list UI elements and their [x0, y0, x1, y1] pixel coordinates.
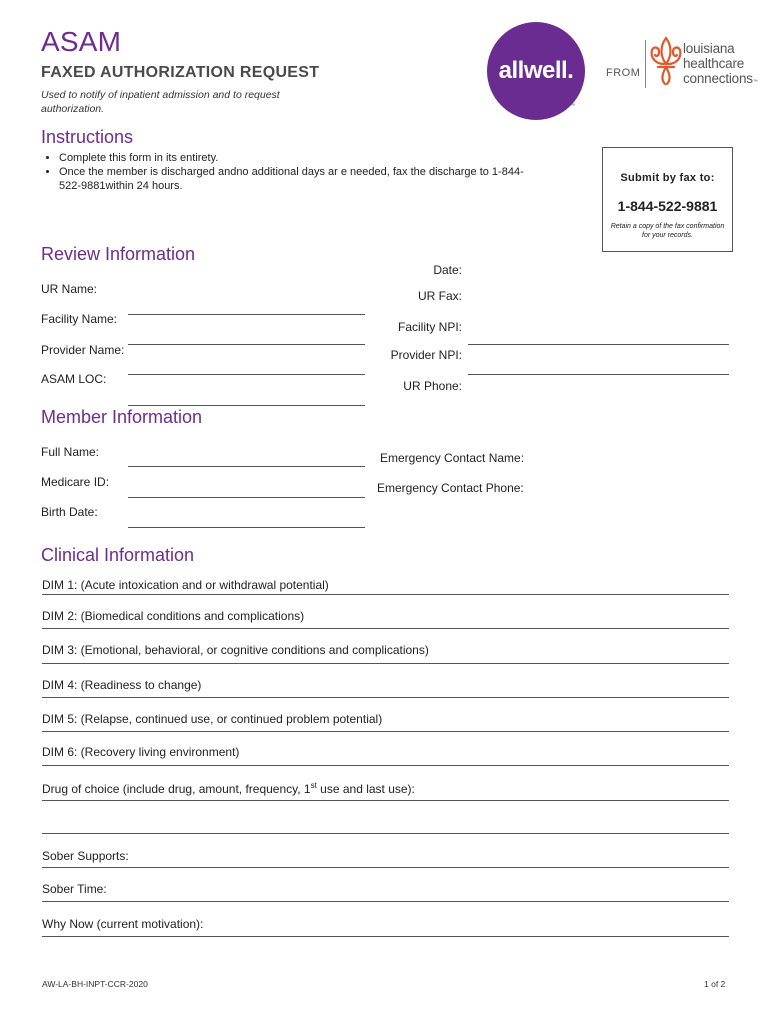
date-label: Date:: [433, 263, 462, 277]
lhc-logo-text: [683, 41, 758, 90]
form-code: AW-LA-BH-INPT-CCR-2020: [42, 979, 148, 989]
full-name-label: Full Name:: [41, 445, 100, 459]
provider-name-label: Provider Name:: [41, 343, 125, 357]
full-name-field[interactable]: [128, 466, 365, 467]
asam-loc-field[interactable]: [128, 374, 365, 375]
member-heading: Member Information: [41, 407, 203, 427]
allwell-trademark: ™: [570, 103, 575, 109]
drug-label-sup: st: [310, 781, 317, 790]
birth-date-label: Birth Date:: [41, 505, 98, 519]
dim-6-field[interactable]: [42, 765, 729, 766]
why-now-field[interactable]: [42, 936, 729, 937]
form-subtitle: FAXED AUTHORIZATION REQUEST: [41, 64, 320, 81]
birth-date-field[interactable]: [128, 527, 365, 528]
facility-name-field[interactable]: [128, 314, 365, 315]
sober-time-label: Sober Time:: [42, 882, 107, 896]
drug-of-choice-field-2[interactable]: [42, 833, 729, 834]
fax-number: 1-844-522-9881: [617, 198, 718, 214]
instructions-list: [41, 151, 539, 193]
instructions-heading: Instructions: [41, 127, 134, 147]
instruction-item: • Once the member is discharged andno additional days ar e needed, fax the discharge to 1-844-522-9881within 24 hours.: [59, 165, 539, 193]
lhc-line-1: louisiana: [683, 41, 735, 56]
sober-supports-field[interactable]: [42, 867, 729, 868]
emergency-contact-phone-label: Emergency Contact Phone:: [377, 481, 524, 495]
fax-label: Submit by fax to:: [620, 172, 715, 184]
provider-npi-label: Provider NPI:: [390, 348, 462, 362]
why-now-label: Why Now (current motivation):: [42, 917, 204, 931]
fleur-de-lis-icon: [648, 34, 684, 88]
provider-npi-field[interactable]: [468, 344, 729, 345]
facility-npi-label: Facility NPI:: [397, 320, 462, 334]
emergency-contact-name-label: Emergency Contact Name:: [380, 451, 525, 465]
ur-phone-field[interactable]: [468, 374, 729, 375]
dim-1-label: DIM 1: (Acute intoxication and or withdrawal potential): [42, 578, 329, 592]
dim-2-label: DIM 2: (Biomedical conditions and complications): [42, 609, 305, 623]
dim-5-label: DIM 5: (Relapse, continued use, or continued problem potential): [42, 712, 383, 726]
medicare-id-field[interactable]: [128, 497, 365, 498]
provider-name-field[interactable]: [128, 344, 365, 345]
ur-phone-label: UR Phone:: [403, 379, 462, 393]
medicare-id-label: Medicare ID:: [41, 475, 110, 489]
sober-supports-label: Sober Supports:: [42, 849, 129, 863]
dim-1-field[interactable]: [42, 594, 729, 595]
asam-loc-label: ASAM LOC:: [41, 372, 107, 386]
dim-3-field[interactable]: [42, 663, 729, 664]
form-description: Used to notify of inpatient admission and to request authorization.: [41, 89, 280, 115]
page-number: 1 of 2: [704, 979, 726, 989]
dim-2-field[interactable]: [42, 628, 729, 629]
drug-label-suffix: use and last use):: [316, 782, 415, 796]
ur-fax-label: UR Fax:: [417, 289, 462, 303]
dim-4-label: DIM 4: (Readiness to change): [42, 678, 202, 692]
ur-name-label: UR Name:: [41, 282, 98, 296]
dim-6-label: DIM 6: (Recovery living environment): [42, 745, 240, 759]
from-label: FROM: [606, 67, 641, 79]
fax-box: [602, 147, 733, 252]
form-title: ASAM: [41, 26, 122, 57]
lhc-line-2: healthcare: [683, 56, 745, 71]
logo-divider: [645, 40, 646, 88]
allwell-logo-text: allwell.: [498, 57, 574, 84]
lhc-trademark: ™: [752, 79, 758, 85]
lhc-line-3: connections: [683, 71, 753, 86]
facility-name-label: Facility Name:: [41, 312, 118, 326]
dim-3-label: DIM 3: (Emotional, behavioral, or cognitive conditions and complications): [42, 643, 429, 657]
sober-time-field[interactable]: [42, 901, 729, 902]
dim-5-field[interactable]: [42, 731, 729, 732]
drug-of-choice-field[interactable]: [42, 800, 729, 801]
instruction-item: • Complete this form in its entirety.: [59, 151, 539, 165]
clinical-heading: Clinical Information: [41, 545, 195, 565]
dim-4-field[interactable]: [42, 697, 729, 698]
fax-note: Retain a copy of the fax confirmation for your records.: [610, 223, 725, 239]
drug-label-prefix: Drug of choice (include drug, amount, frequency, 1: [42, 782, 311, 796]
review-heading: Review Information: [41, 244, 196, 264]
asam-loc-field-2[interactable]: [128, 405, 365, 406]
drug-of-choice-label: [42, 781, 415, 796]
